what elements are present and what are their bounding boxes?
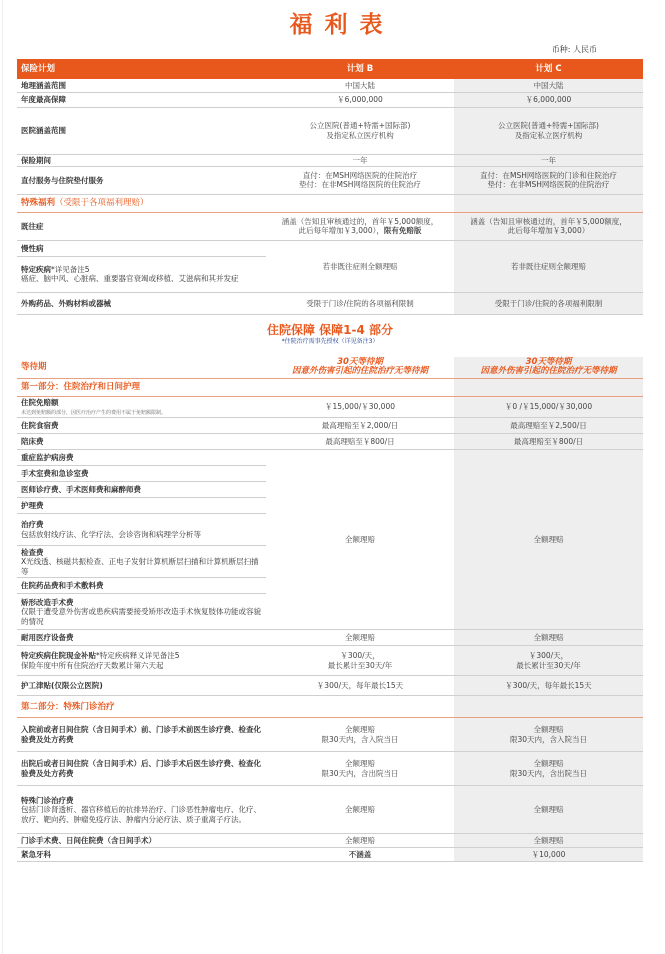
plan-c-value: 公立医院(普通+特需+国际部) 及指定私立医疗机构 <box>454 107 643 154</box>
table-row <box>17 154 643 166</box>
table-row <box>17 418 643 434</box>
plan-c-value: 全额理赔 <box>454 834 643 848</box>
row-label: 外购药品、外购材料或器械 <box>17 292 266 314</box>
header-plan-c: 计划 C <box>454 59 643 79</box>
plan-b-value: 中国大陆 <box>266 79 454 92</box>
plan-b-value: 30天等待期 因意外伤害引起的住院治疗无等待期 <box>266 357 454 378</box>
row-label: 手术室费和急诊室费 <box>17 466 266 482</box>
table-row <box>17 434 643 450</box>
plan-b-value: 全额理赔 <box>266 450 454 630</box>
waiting-period-row <box>17 357 643 378</box>
row-label: 特定疾病住院现金补贴*特定疾病释义详见备注5 保险年度中所有住院治疗天数累计第六天起 <box>17 646 266 676</box>
plan-b-value: 全额理赔 <box>266 786 454 834</box>
plan-c-value: 全额理赔 限30天内，含入院当日 <box>454 718 643 752</box>
row-label: 特定疾病*详见备注5 癌症、脑中风、心脏病、重要器官衰竭或移植、艾滋病和其并发症 <box>17 256 266 292</box>
header-plan-b: 计划 B <box>266 59 454 79</box>
header-plan: 保险计划 <box>17 59 266 79</box>
row-label: 门诊手术费、日间住院费（含日间手术） <box>17 834 266 848</box>
table-row <box>17 646 643 676</box>
plan-c-value: 全额理赔 <box>454 630 643 646</box>
plan-c-value: 30天等待期 因意外伤害引起的住院治疗无等待期 <box>454 357 643 378</box>
table-row <box>17 240 643 256</box>
table-row <box>17 166 643 194</box>
plan-b-value: 全额理赔 <box>266 834 454 848</box>
table-row <box>17 848 643 862</box>
section-heading: 第一部分：住院治疗和日间护理 <box>17 378 266 396</box>
row-label: 护理费 <box>17 498 266 514</box>
inpatient-title: 住院保障 保障1-4 部分 <box>266 322 394 337</box>
plan-b-value: 直付：在MSH网络医院的住院治疗 垫付：在非MSH网络医院的住院治疗 <box>266 166 454 194</box>
benefit-table-inpatient <box>17 357 643 862</box>
table-row <box>17 450 643 466</box>
table-row <box>17 786 643 834</box>
plan-c-value: ￥300/天， 最长累计至30天/年 <box>454 646 643 676</box>
plan-b-value: 全额理赔 限30天内，含入院当日 <box>266 718 454 752</box>
currency-label: 币种: 人民币 <box>551 45 597 54</box>
row-label: 检查费 X光线透、核磁共振检查、正电子发射计算机断层扫描和计算机断层扫描等 <box>17 546 266 578</box>
plan-c-value: 若非既往症则全额理赔 <box>454 240 643 292</box>
plan-b-value: ￥15,000/￥30,000 <box>266 396 454 418</box>
plan-c-value: 全额理赔 <box>454 450 643 630</box>
table-header <box>17 59 643 79</box>
row-label: 陪床费 <box>17 434 266 450</box>
plan-b-value: 全额理赔 限30天内，含出院当日 <box>266 752 454 786</box>
row-label: 紧急牙科 <box>17 848 266 862</box>
row-label: 住院免赔额 未达到免赔额的部分，因医疗治疗产生的费用不属于免赔额限制。 <box>17 396 266 418</box>
table-row <box>17 718 643 752</box>
plan-b-value: 不涵盖 <box>266 848 454 862</box>
row-label: 治疗费 包括放射线疗法、化学疗法、会诊咨询和病理学分析等 <box>17 514 266 546</box>
plan-c-value: 直付：在MSH网络医院的门诊和住院治疗 垫付：在非MSH网络医院的住院治疗 <box>454 166 643 194</box>
row-label: 出院后或者日间住院（含日间手术）后、门诊手术后医生诊疗费、检查化验费及处方药费 <box>17 752 266 786</box>
row-label: 重症监护病房费 <box>17 450 266 466</box>
plan-c-value: 一年 <box>454 154 643 166</box>
table-row <box>17 396 643 418</box>
plan-b-value: ￥6,000,000 <box>266 92 454 107</box>
row-label: 住院食宿费 <box>17 418 266 434</box>
plan-b-value: 一年 <box>266 154 454 166</box>
table-row <box>17 107 643 154</box>
inpatient-banner <box>17 315 643 357</box>
benefit-table <box>17 59 643 315</box>
row-label: 入院前或者日间住院（含日间手术）前、门诊手术前医生诊疗费、检查化验费及处方药费 <box>17 718 266 752</box>
table-row <box>17 630 643 646</box>
row-label: 耐用医疗设备费 <box>17 630 266 646</box>
plan-b-value: 公立医院(普通+特需+国际部) 及指定私立医疗机构 <box>266 107 454 154</box>
section-part1 <box>17 378 643 396</box>
row-label: 地理涵盖范围 <box>17 79 266 92</box>
table-row <box>17 676 643 696</box>
plan-c-value: 中国大陆 <box>454 79 643 92</box>
table-row <box>17 212 643 240</box>
row-label: 慢性病 <box>17 240 266 256</box>
plan-c-value: 最高理赔至￥800/日 <box>454 434 643 450</box>
plan-c-value: ￥6,000,000 <box>454 92 643 107</box>
page-title: 福利表 <box>289 12 395 38</box>
plan-c-value: 全额理赔 <box>454 786 643 834</box>
row-label: 既往症 <box>17 212 266 240</box>
plan-b-value: 涵盖（告知且审核通过的，首年￥5,000额度， 此后每年增加￥3,000），限有免赔版 <box>266 212 454 240</box>
plan-b-value: 最高理赔至￥800/日 <box>266 434 454 450</box>
inpatient-note: *住院治疗需事先授权（详见备注3） <box>281 337 379 345</box>
plan-c-value: 最高理赔至￥2,500/日 <box>454 418 643 434</box>
section-heading: 特殊福利（受限于各项福利理赔） <box>17 194 266 212</box>
row-label: 特殊门诊治疗费 包括门诊肾透析、器官移植后的抗排异治疗、门诊恶性肿瘤电疗、化疗、放疗、靶向药、肿瘤免疫疗法、肿瘤内分泌疗法、质子重离子疗法。 <box>17 786 266 834</box>
plan-b-value: ￥300/天，每年最长15天 <box>266 676 454 696</box>
row-label: 医院涵盖范围 <box>17 107 266 154</box>
plan-b-value: 全额理赔 <box>266 630 454 646</box>
plan-b-value: 受限于门诊/住院的各项福利限制 <box>266 292 454 314</box>
plan-c-value: 全额理赔 限30天内，含出院当日 <box>454 752 643 786</box>
row-label: 护工津贴(仅限公立医院) <box>17 676 266 696</box>
table-row <box>17 834 643 848</box>
table-row <box>17 752 643 786</box>
row-label: 医师诊疗费、手术医师费和麻醉师费 <box>17 482 266 498</box>
row-label: 直付服务与住院垫付服务 <box>17 166 266 194</box>
plan-c-value: ￥300/天，每年最长15天 <box>454 676 643 696</box>
section-heading: 第二部分：特殊门诊治疗 <box>17 696 266 718</box>
section-part2 <box>17 696 643 718</box>
row-label: 住院药品费和手术敷料费 <box>17 578 266 594</box>
row-label: 保险期间 <box>17 154 266 166</box>
plan-b-value: ￥300/天， 最长累计至30天/年 <box>266 646 454 676</box>
plan-c-value: 受限于门诊/住院的各项福利限制 <box>454 292 643 314</box>
plan-b-value: 最高理赔至￥2,000/日 <box>266 418 454 434</box>
plan-c-value: ￥0 /￥15,000/￥30,000 <box>454 396 643 418</box>
row-label: 矫形改造手术费 仅限于遭受意外伤害或患疾病需要接受矫形改造手术恢复肢体功能或容貌的情况 <box>17 594 266 630</box>
row-label: 年度最高保障 <box>17 92 266 107</box>
table-row <box>17 292 643 314</box>
section-special-benefits <box>17 194 643 212</box>
plan-c-value: ￥10,000 <box>454 848 643 862</box>
table-row <box>17 79 643 92</box>
waiting-label: 等待期 <box>17 357 266 378</box>
plan-b-value: 若非既往症则全额理赔 <box>266 240 454 292</box>
table-row <box>17 92 643 107</box>
plan-c-value: 涵盖（告知且审核通过的，首年￥5,000额度， 此后每年增加￥3,000） <box>454 212 643 240</box>
